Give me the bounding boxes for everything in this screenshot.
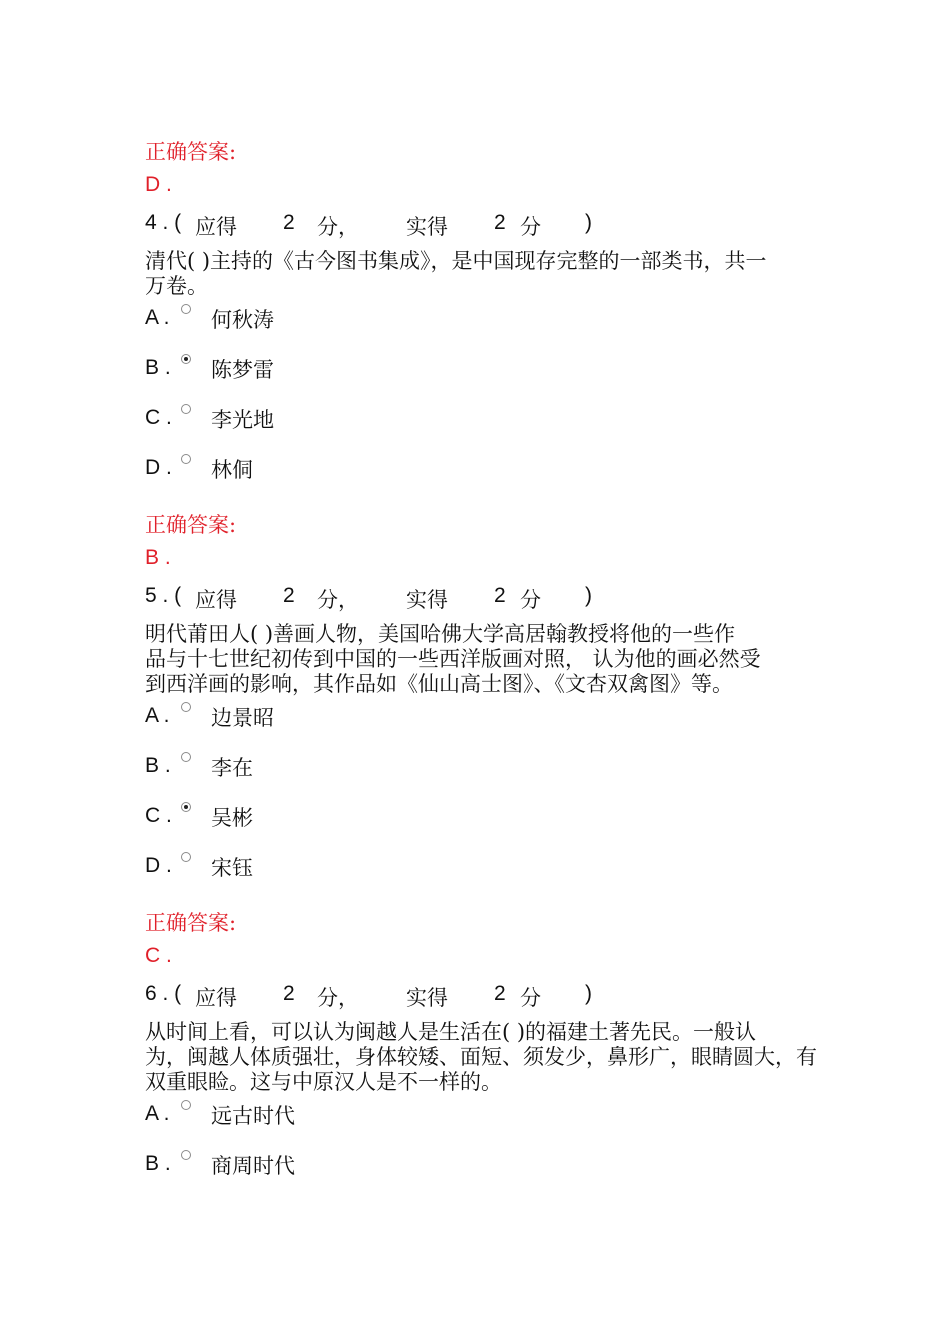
question-header [145,982,805,1010]
option-letter: A . [145,1102,170,1125]
question-text [145,249,815,299]
question-text-line: 双重眼睑。这与中原汉人是不一样的。 [145,1070,502,1094]
question-number: 6 . ( [145,982,182,1005]
option-text: 李在 [211,756,253,780]
option-text: 吴彬 [211,806,253,830]
correct-answer-label: 正确答案: [145,911,237,935]
radio-button[interactable] [181,1150,191,1160]
question-text-line: 从时间上看，可以认为闽越人是生活在( )的福建土著先民。一般认 [145,1020,757,1044]
should-score-value: 2 [283,211,295,234]
question-text-line: 到西洋画的影响，其作品如《仙山高士图》、《文杏双禽图》等。 [145,672,733,696]
option-text: 远古时代 [211,1104,295,1128]
should-score-label: 应得 [195,216,237,239]
option-text: 陈梦雷 [211,358,274,382]
question-text [145,622,815,697]
option-b[interactable] [145,1150,445,1180]
option-text: 宋钰 [211,856,253,880]
option-letter: A . [145,306,170,329]
option-b[interactable] [145,354,445,384]
header-close-paren: ) [585,211,592,234]
correct-answer-label: 正确答案: [145,140,237,164]
radio-button[interactable] [181,454,191,464]
score-unit: 分 [520,987,541,1010]
option-text: 李光地 [211,408,274,432]
actual-score-value: 2 [494,982,506,1005]
question-text [145,1020,815,1095]
option-d[interactable] [145,454,445,484]
option-letter: B . [145,356,171,379]
radio-button[interactable] [181,304,191,314]
correct-answer-value: D . [145,173,172,196]
question-text-line: 品与十七世纪初传到中国的一些西洋版画对照， 认为他的画必然受 [145,647,761,671]
option-a[interactable] [145,702,445,732]
correct-answer-label: 正确答案: [145,513,237,537]
option-text: 何秋涛 [211,308,274,332]
should-score-label: 应得 [195,589,237,612]
radio-button-selected[interactable] [181,354,191,364]
actual-score-label: 实得 [406,987,448,1010]
question-text-line: 清代( )主持的《古今图书集成》，是中国现存完整的一部类书，共一 [145,249,767,273]
correct-answer-value: B . [145,546,171,569]
radio-button[interactable] [181,404,191,414]
question-text-line: 万卷。 [145,274,208,298]
option-letter: D . [145,456,172,479]
option-text: 林侗 [211,458,253,482]
question-text-line: 明代莆田人( )善画人物，美国哈佛大学高居翰教授将他的一些作 [145,622,736,646]
should-score-label: 应得 [195,987,237,1010]
option-letter: B . [145,1152,171,1175]
question-number: 4 . ( [145,211,182,234]
actual-score-value: 2 [494,584,506,607]
option-b[interactable] [145,752,445,782]
option-d[interactable] [145,852,445,882]
header-close-paren: ) [585,584,592,607]
option-letter: A . [145,704,170,727]
radio-button[interactable] [181,702,191,712]
question-header [145,584,805,612]
score-unit: 分 [520,589,541,612]
score-unit: 分 [520,216,541,239]
should-score-value: 2 [283,982,295,1005]
option-c[interactable] [145,802,445,832]
actual-score-label: 实得 [406,216,448,239]
option-text: 边景昭 [211,706,274,730]
option-letter: B . [145,754,171,777]
option-a[interactable] [145,1100,445,1130]
header-close-paren: ) [585,982,592,1005]
correct-answer-value: C . [145,944,172,967]
score-unit: 分， [317,216,359,239]
option-text: 商周时代 [211,1154,295,1178]
option-c[interactable] [145,404,445,434]
question-number: 5 . ( [145,584,182,607]
radio-button-selected[interactable] [181,802,191,812]
should-score-value: 2 [283,584,295,607]
option-letter: C . [145,406,172,429]
radio-button[interactable] [181,1100,191,1110]
option-a[interactable] [145,304,445,334]
question-text-line: 为，闽越人体质强壮，身体较矮、面短、须发少，鼻形广，眼睛圆大，有 [145,1045,817,1069]
question-header [145,211,805,239]
score-unit: 分， [317,987,359,1010]
radio-button[interactable] [181,752,191,762]
actual-score-label: 实得 [406,589,448,612]
option-letter: C . [145,804,172,827]
option-letter: D . [145,854,172,877]
radio-button[interactable] [181,852,191,862]
score-unit: 分， [317,589,359,612]
actual-score-value: 2 [494,211,506,234]
